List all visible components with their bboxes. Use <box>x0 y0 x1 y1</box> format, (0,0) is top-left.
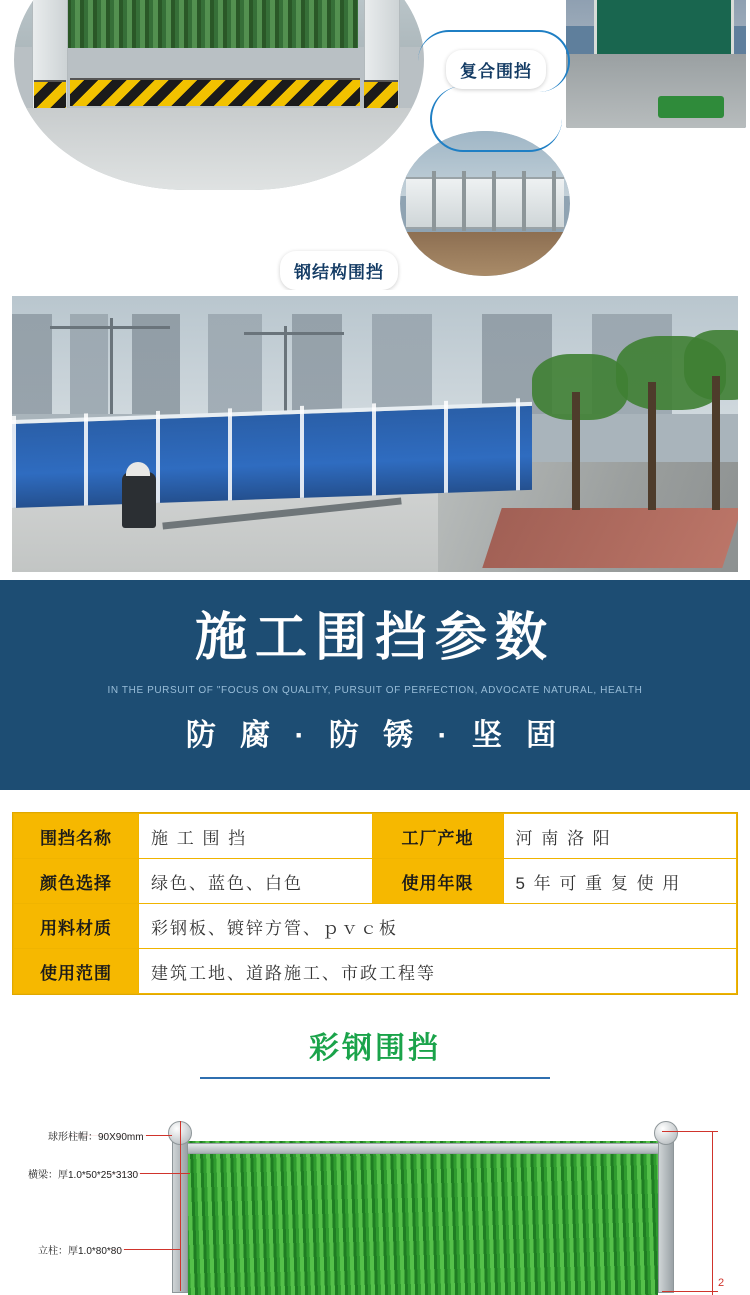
spec-table <box>13 813 737 994</box>
label-post-size: 立柱：厚1.0*80*80 <box>36 1241 124 1258</box>
spec-value-lifespan: 5 年 可 重 复 使 用 <box>503 859 737 904</box>
parameters-banner <box>0 580 750 790</box>
hazard-stripe-center <box>70 78 360 106</box>
table-row <box>14 814 737 859</box>
spec-value-material: 彩钢板、镀锌方管、ｐｖｃ板 <box>139 904 737 949</box>
table-row <box>14 949 737 994</box>
grass-strip <box>658 96 724 118</box>
table-row <box>14 904 737 949</box>
barrier-posts <box>406 171 564 231</box>
photo-collage <box>0 0 750 290</box>
banner-english-slogan: IN THE PURSUIT OF "FOCUS ON QUALITY, PURSUIT OF PERFECTION, ADVOCATE NATURAL, HEALTH <box>107 685 643 697</box>
banner-subtitle: 防 腐 · 防 锈 · 坚 固 <box>185 719 565 753</box>
tower-crane-left <box>110 318 113 414</box>
green-panel <box>58 0 358 48</box>
tree-trunk <box>572 392 580 510</box>
spec-value-scope: 建筑工地、道路施工、市政工程等 <box>139 949 737 994</box>
spec-value-color: 绿色、蓝色、白色 <box>139 859 373 904</box>
tree-foliage <box>532 354 628 420</box>
green-barrier-wall <box>594 0 734 60</box>
spec-key-material: 用料材质 <box>14 904 139 949</box>
hazard-stripe-right <box>364 80 398 108</box>
spec-key-name: 围挡名称 <box>14 814 139 859</box>
photo-blue-barrier-street <box>12 296 738 572</box>
spec-value-origin: 河 南 洛 阳 <box>503 814 737 859</box>
spec-key-lifespan: 使用年限 <box>372 859 503 904</box>
tower-crane-right <box>284 326 287 414</box>
section-title-color-steel-barrier: 彩钢围挡 <box>200 1023 550 1079</box>
label-cap-size: 球形柱帽：90X90mm <box>46 1127 146 1144</box>
barrier-technical-diagram <box>12 1095 738 1295</box>
spherical-cap-right <box>654 1121 678 1145</box>
connector-line-steel <box>430 86 562 152</box>
spec-table-wrapper <box>12 812 738 995</box>
table-row <box>14 859 737 904</box>
tree-trunk <box>712 376 720 510</box>
photo-green-barrier-street <box>566 0 746 128</box>
dimension-line-right <box>712 1131 713 1295</box>
dirt-region <box>400 232 570 276</box>
dimension-line-left <box>180 1121 181 1291</box>
banner-title: 施工围挡参数 <box>194 609 555 667</box>
spec-value-name: 施 工 围 挡 <box>139 814 373 859</box>
label-height-dimension: 2 <box>718 1277 725 1290</box>
dimension-tick-top <box>662 1131 718 1132</box>
spec-key-scope: 使用范围 <box>14 949 139 994</box>
tree-foliage <box>684 330 738 400</box>
dimension-tick-bottom <box>662 1291 718 1292</box>
label-beam-size: 横梁：厚1.0*50*25*3130 <box>26 1165 140 1182</box>
top-beam <box>180 1143 668 1154</box>
spec-key-color: 颜色选择 <box>14 859 139 904</box>
barrier-post-dividers <box>12 398 532 508</box>
hazard-stripe-left <box>34 80 66 108</box>
photo-composite-barrier-large <box>14 0 424 190</box>
artificial-grass-panel <box>188 1141 658 1295</box>
worker-figure <box>122 472 156 528</box>
ground-region <box>14 108 424 190</box>
tag-composite-barrier: 复合围挡 <box>446 50 546 89</box>
vertical-post-right <box>658 1141 674 1293</box>
tag-steel-structure-barrier: 钢结构围挡 <box>280 251 398 290</box>
tree-trunk <box>648 382 656 510</box>
red-brick-path <box>482 508 738 568</box>
photo-steel-structure-barrier <box>400 131 570 276</box>
spec-key-origin: 工厂产地 <box>372 814 503 859</box>
